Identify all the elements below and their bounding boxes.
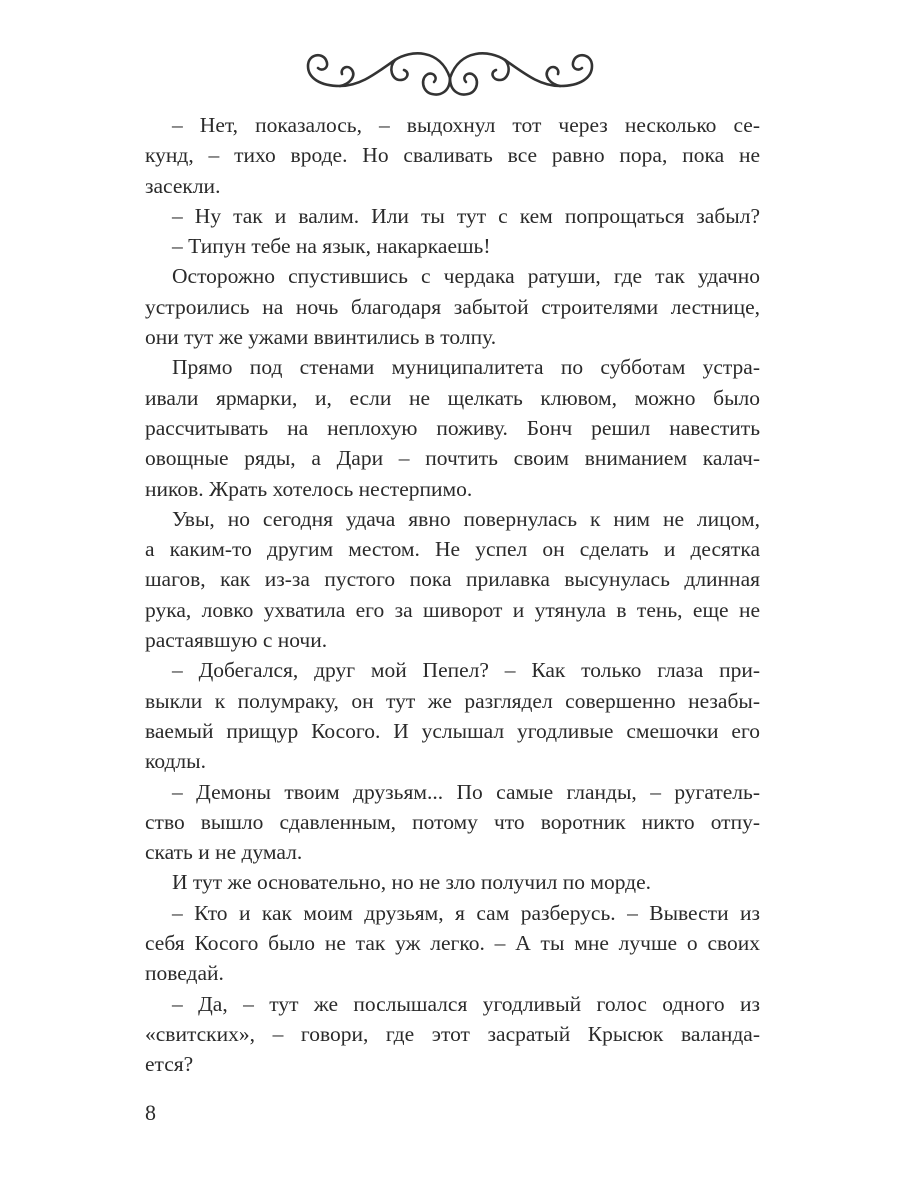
text-line: кодлы. — [145, 749, 206, 774]
text-line: – Типун тебе на язык, накаркаешь! — [172, 234, 491, 259]
text-line: Осторожно спустившись с чердака ратуши, где так удачно — [172, 264, 760, 289]
page-number: 8 — [145, 1100, 156, 1125]
text-line: растаявшую с ночи. — [145, 628, 328, 653]
text-line: Прямо под стенами муниципалитета по субботам устра- — [172, 355, 760, 380]
text-line: ство вышло сдавленным, потому что воротник никто отпу- — [145, 809, 760, 834]
text-line: – Добегался, друг мой Пепел? – Как только глаза при- — [172, 658, 760, 683]
ornament-flourish-icon — [300, 38, 600, 102]
text-line: – Кто и как моим друзьям, я сам разберусь. – Вывести из — [172, 900, 760, 925]
text-line: а каким-то другим местом. Не успел он сделать и десятка — [145, 537, 760, 562]
text-line: ваемый прищур Косого. И услышал угодливые смешочки его — [145, 718, 760, 743]
text-line: овощные ряды, а Дари – почтить своим вниманием калач- — [145, 446, 760, 471]
text-line: рассчитывать на неплохую поживу. Бонч решил навестить — [145, 415, 760, 440]
text-line: засекли. — [145, 173, 221, 198]
text-line: кунд, – тихо вроде. Но сваливать все равно пора, пока не — [145, 143, 760, 168]
text-line: ивали ярмарки, и, если не щелкать клювом, можно было — [145, 385, 760, 410]
text-line: ников. Жрать хотелось нестерпимо. — [145, 476, 473, 501]
text-line: устроились на ночь благодаря забытой строителями лестнице, — [145, 294, 760, 319]
text-line: они тут же ужами ввинтились в толпу. — [145, 325, 497, 350]
text-line: – Демоны твоим друзьям... По самые гланды, – ругатель- — [172, 779, 760, 804]
text-line: И тут же основательно, но не зло получил по морде. — [172, 870, 652, 895]
text-line: поведай. — [145, 961, 224, 986]
text-line: – Да, – тут же послышался угодливый голос одного из — [172, 991, 760, 1016]
body-text — [145, 110, 760, 1080]
text-line: ется? — [145, 1052, 194, 1077]
text-line: выкли к полумраку, он тут же разглядел совершенно незабы- — [145, 688, 760, 713]
text-line: шагов, как из-за пустого пока прилавка высунулась длинная — [145, 567, 760, 592]
text-line: – Ну так и валим. Или ты тут с кем попрощаться забыл? — [172, 203, 760, 228]
text-line: себя Косого было не так уж легко. – А ты мне лучше о своих — [145, 931, 760, 956]
text-line: скать и не думал. — [145, 840, 303, 865]
text-line: рука, ловко ухватила его за шиворот и утянула в тень, еще не — [145, 597, 760, 622]
text-line: Увы, но сегодня удача явно повернулась к ним не лицом, — [172, 506, 760, 531]
text-line: – Нет, показалось, – выдохнул тот через несколько се- — [172, 113, 760, 137]
text-line: «свитских», – говори, где этот засратый Крысюк валанда- — [145, 1021, 760, 1046]
